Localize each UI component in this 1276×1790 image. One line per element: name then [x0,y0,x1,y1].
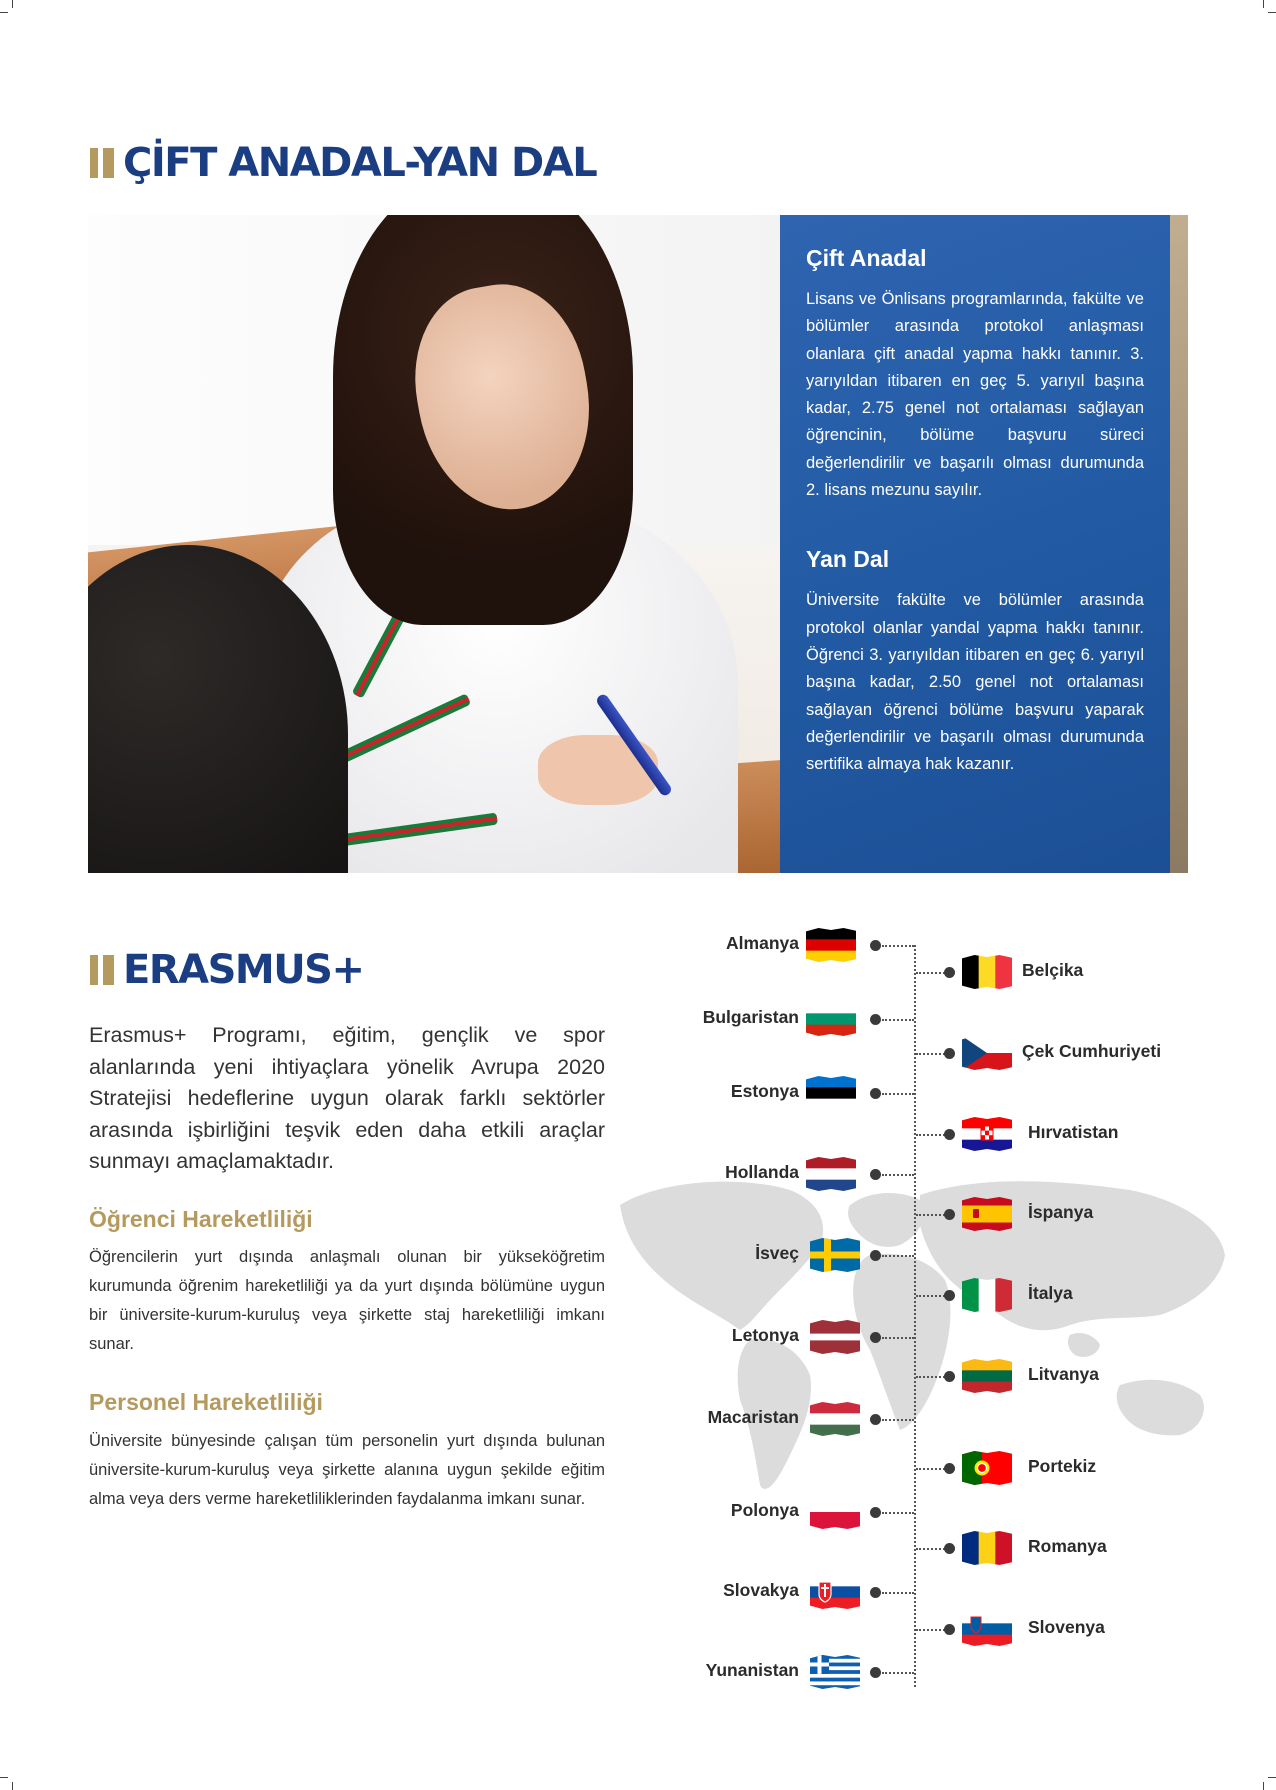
country-label: Slovenya [1028,1617,1105,1637]
yan-dal-heading: Yan Dal [806,546,890,573]
crop-mark [1268,12,1276,13]
connector-dash [882,1672,914,1674]
connector-dot [870,1014,881,1025]
connector-dot [870,1507,881,1518]
poland-flag-icon [810,1495,860,1529]
country-label: Belçika [1022,960,1084,980]
sweden-flag-icon [810,1238,860,1272]
connector-dot [944,1543,955,1554]
section-title-cift-anadal [90,140,596,186]
personel-heading: Personel Hareketliliği [89,1389,323,1415]
crop-mark [1263,1782,1264,1790]
connector-dot [944,1624,955,1635]
country-label: Romanya [1028,1536,1107,1556]
estonia-flag-icon [806,1076,856,1110]
country-label: Almanya [726,933,799,953]
connector-dot [870,1587,881,1598]
erasmus-lead [89,1020,605,1178]
connector-dash [882,945,914,947]
country-label: Yunanistan [705,1660,799,1680]
connector-dot [944,1048,955,1059]
connector-dash [916,1468,945,1470]
connector-dash [882,1337,914,1339]
connector-dot [944,967,955,978]
connector-dash [882,1419,914,1421]
connector-line [914,945,916,1687]
connector-dash [916,1053,945,1055]
slovakia-flag-icon [810,1575,860,1609]
connector-dash [916,1295,945,1297]
photo-edge [1170,215,1188,873]
ogrenci-heading: Öğrenci Hareketliliği [89,1206,313,1232]
country-label: Letonya [731,1325,799,1345]
germany-flag-icon [806,928,856,962]
country-label: Macaristan [707,1407,799,1427]
connector-dash [882,1512,914,1514]
connector-dash [916,1134,945,1136]
romania-flag-icon [962,1531,1012,1565]
crop-mark [0,1777,8,1778]
erasmus-title: ERASMUS+ [123,947,364,993]
crop-mark [0,12,8,13]
yan-dal-text: Üniversite fakülte ve bölümler arasında protokol olanlar yandal yapma hakkı tanınır. Öğrenci 3. yarıyıldan itibaren en geç 6. yarıyıl başına kadar, 2.50 genel not ortalaması sağlayan öğrenci bölüme başvuru yaparak değerlendirilir ve başarılı olması durumunda sertifika almaya hak kazanır. [806,591,1144,774]
connector-dash [916,1376,945,1378]
lithuania-flag-icon [962,1359,1012,1393]
country-label: Slovakya [723,1580,799,1600]
latvia-flag-icon [810,1320,860,1354]
page-title: ÇİFT ANADAL-YAN DAL [123,140,597,186]
country-label: Hollanda [725,1162,799,1182]
crop-mark [1263,0,1264,8]
croatia-flag-icon [962,1117,1012,1151]
greece-flag-icon [810,1655,860,1689]
hungary-flag-icon [810,1402,860,1436]
hero-block [88,215,1188,873]
connector-dot [870,1250,881,1261]
country-label: Bulgaristan [702,1007,799,1027]
connector-dash [882,1019,914,1021]
connector-dot [870,940,881,951]
country-label: İspanya [1028,1202,1094,1222]
portugal-flag-icon [962,1451,1012,1485]
country-label: Litvanya [1028,1364,1099,1384]
crop-mark [1268,1777,1276,1778]
country-label: Polonya [730,1500,799,1520]
czechia-flag-icon [962,1036,1012,1070]
belgium-flag-icon [962,955,1012,989]
connector-dot [870,1332,881,1343]
italy-flag-icon [962,1278,1012,1312]
connector-dot [944,1209,955,1220]
country-label: İsveç [755,1243,799,1263]
connector-dot [944,1463,955,1474]
country-label: Estonya [730,1081,799,1101]
connector-dash [882,1592,914,1594]
ogrenci-text: Öğrencilerin yurt dışında anlaşmalı olunan bir yükseköğretim kurumunda öğrenim hareketliliği ya da yurt dışında bölümüne uygun bir üniversite-kurum-kuruluş veya şirkette staj hareketliliği imkanı sunar. [89,1248,605,1353]
connector-dash [882,1255,914,1257]
country-label: Hırvatistan [1028,1122,1119,1142]
connector-dot [870,1169,881,1180]
connector-dash [916,1629,945,1631]
personel-text: Üniversite bünyesinde çalışan tüm personelin yurt dışında bulunan üniversite-kurum-kuruluş veya şirkette alanına uygun şekilde eğitim alma veya ders verme hareketliliklerinden faydalanma imkanı sunar. [89,1432,605,1508]
connector-dash [916,1214,945,1216]
connector-dot [944,1290,955,1301]
spain-flag-icon [962,1197,1012,1231]
country-label: Portekiz [1028,1456,1097,1476]
connector-dot [944,1129,955,1140]
connector-dot [870,1414,881,1425]
netherlands-flag-icon [806,1157,856,1191]
country-label: Çek Cumhuriyeti [1022,1041,1162,1061]
country-label: İtalya [1028,1283,1073,1303]
section-title-erasmus [90,947,364,993]
bulgaria-flag-icon [806,1002,856,1036]
slovenia-flag-icon [962,1612,1012,1646]
crop-mark [12,1782,13,1790]
info-panel [780,215,1170,873]
connector-dot [870,1667,881,1678]
cift-anadal-text: Lisans ve Önlisans programlarında, fakülte ve bölümler arasında protokol anlaşması olanlara çift anadal yapma hakkı tanınır. 3. yarıyıldan itibaren en geç 5. yarıyıl başına kadar, 2.75 genel not ortalaması sağlayan öğrencinin, bölüme başvuru süreci değerlendirilir ve başarılı olması durumunda 2. lisans mezunu sayılır. [806,290,1144,500]
connector-dot [944,1371,955,1382]
crop-mark [12,0,13,8]
cift-anadal-heading: Çift Anadal [806,245,927,271]
student-photo [88,215,780,873]
title-bar-icon [90,148,114,178]
connector-dash [916,1548,945,1550]
title-bar-icon [90,955,114,985]
connector-dot [870,1088,881,1099]
connector-dash [882,1174,914,1176]
erasmus-lead-text: Erasmus+ Programı, eğitim, gençlik ve spor alanlarında yeni ihtiyaçlara yönelik Avrupa 2020 Stratejisi hedeflerine uygun olarak farklı sektörler arasında işbirliğini teşvik eden daha etkili araçlar sunmayı amaçlamaktadır. [89,1023,605,1173]
connector-dash [882,1093,914,1095]
connector-dash [916,972,945,974]
